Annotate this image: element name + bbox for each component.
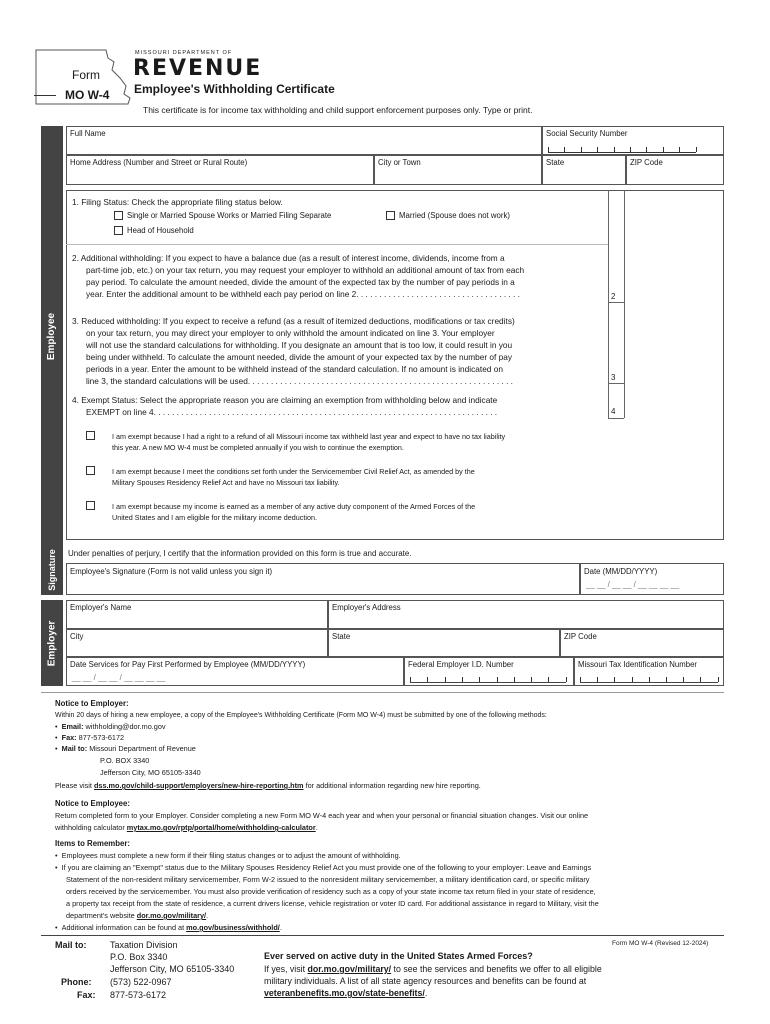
mo-tax-id-digit-tick xyxy=(614,677,615,682)
mo-tax-id-digit-tick xyxy=(597,677,598,682)
remember-bullet-1: • Employees must complete a new form if their filing status changes or to adjust the amount of withholding. xyxy=(55,851,401,860)
signature-date-mask: __ __ / __ __ / __ __ __ __ xyxy=(586,580,680,589)
line3-text-1: 3. Reduced withholding: If you expect to receive a refund (as a result of itemized deductions, modifications or tax credits) xyxy=(72,316,515,326)
employer-zip-label: ZIP Code xyxy=(564,632,597,641)
remember-bullet-2-line5: department's website dor.mo.gov/military/. xyxy=(66,911,209,920)
section-divider xyxy=(41,692,724,693)
withhold-info-link[interactable]: mo.gov/business/withhold/ xyxy=(186,923,280,932)
veteran-benefits-link[interactable]: veteranbenefits.mo.gov/state-benefits/ xyxy=(264,988,425,998)
state-label: State xyxy=(546,158,565,167)
single-label: Single or Married Spouse Works or Married Filing Separate xyxy=(127,211,332,220)
form-subtitle: This certificate is for income tax withholding and child support enforcement purposes only. Type or print. xyxy=(143,105,533,115)
footer-mail-line1: Taxation Division xyxy=(110,940,178,950)
remember-bullet-2-line4: a property tax receipt from the state of residence, a current drivers license, vehicle registration or voter ID card. For additional assistance in regard to Military, visit the xyxy=(66,899,599,908)
mo-tax-id-digit-tick xyxy=(700,677,701,682)
single-checkbox[interactable] xyxy=(114,211,123,220)
footer-divider xyxy=(41,935,724,936)
mo-tax-id-digit-tick xyxy=(632,677,633,682)
ssn-digit-tick xyxy=(597,147,598,152)
employee-tab: Employee xyxy=(41,126,63,546)
line2-text-1: 2. Additional withholding: If you expect to have a balance due (as a result of interest income, dividends, income from a xyxy=(72,253,505,263)
notice-employee-text-1: Return completed form to your Employer. Consider completing a new Form MO W-4 each year and when your personal or financial situation changes. Visit our online xyxy=(55,811,589,820)
notice-employer-heading: Notice to Employer: xyxy=(55,699,129,708)
line2-amount-field[interactable] xyxy=(608,302,624,303)
exempt-refund-checkbox[interactable] xyxy=(86,431,95,440)
footer-fax: 877-573-6172 xyxy=(110,990,167,1000)
footer-mail-line2: P.O. Box 3340 xyxy=(110,952,168,962)
ssn-baseline xyxy=(548,152,696,153)
exempt-military-text-1: I am exempt because my income is earned as a member of any active duty component of the Armed Forces of the xyxy=(112,502,476,511)
head-of-household-checkbox[interactable] xyxy=(114,226,123,235)
line2-text-3: pay period. To calculate the amount needed, divide the amount of the expected tax by the number of pay periods in a xyxy=(86,277,515,287)
fein-digit-tick xyxy=(514,677,515,682)
notice-employer-intro: Within 20 days of hiring a new employee, a copy of the Employee's Withholding Certificate (Form MO W-4) must be submitted by one of the following methods: xyxy=(55,712,547,719)
fein-digit-tick xyxy=(497,677,498,682)
military-link[interactable]: dor.mo.gov/military/ xyxy=(136,911,207,920)
date-services-label: Date Services for Pay First Performed by Employee (MM/DD/YYYY) xyxy=(70,660,306,669)
head-of-household-label: Head of Household xyxy=(127,226,194,235)
perjury-statement: Under penalties of perjury, I certify that the information provided on this form is true and accurate. xyxy=(68,549,412,558)
full-name-field[interactable] xyxy=(66,126,542,155)
fein-digit-tick xyxy=(445,677,446,682)
fein-digit-tick xyxy=(548,677,549,682)
ssn-digit-tick xyxy=(646,147,647,152)
employer-city-label: City xyxy=(70,632,84,641)
line3-text-6: line 3, the standard calculations will be used. . . . . . . . . . . . . . . . . . . . . . . . . . . . . . . . . . . . . . . . . . . . . . . . . . . . . . . . . . xyxy=(86,376,513,386)
mo-tax-id-digit-tick xyxy=(666,677,667,682)
mo-tax-id-digit-tick xyxy=(683,677,684,682)
line4-number: 4 xyxy=(611,407,616,416)
city-label: City or Town xyxy=(378,158,421,167)
remember-bullet-3: • Additional information can be found at mo.gov/business/withhold/. xyxy=(55,923,282,932)
line1-text: 1. Filing Status: Check the appropriate filing status below. xyxy=(72,197,283,207)
fein-digit-tick xyxy=(410,677,411,682)
new-hire-visit: Please visit dss.mo.gov/child-support/employers/new-hire-reporting.htm for additional information regarding new hire reporting. xyxy=(55,781,481,790)
mo-tax-id-digit-tick xyxy=(718,677,719,682)
employer-state-field[interactable] xyxy=(328,629,560,657)
line3-text-5: periods in a year. Enter the amount to be withheld instead of the standard calculation. If no amount is indicated on xyxy=(86,364,503,374)
line4-amount-field[interactable] xyxy=(608,418,624,419)
exempt-scra-checkbox[interactable] xyxy=(86,466,95,475)
line3-text-3: will not use the standard calculations for withholding. If you designate an amount that is too low, it could result in you xyxy=(86,340,513,350)
line3-amount-field[interactable] xyxy=(608,383,624,384)
footer-fax-label: Fax: xyxy=(77,990,96,1000)
remember-heading: Items to Remember: xyxy=(55,839,130,848)
withholding-calculator-link[interactable]: mytax.mo.gov/rptp/portal/home/withholding-calculator xyxy=(126,823,316,832)
ssn-digit-tick xyxy=(614,147,615,152)
footer-mail-line3: Jefferson City, MO 65105-3340 xyxy=(110,964,235,974)
full-name-label: Full Name xyxy=(70,129,106,138)
employer-name-label: Employer's Name xyxy=(70,603,132,612)
fein-digit-tick xyxy=(462,677,463,682)
footer-mail-to-label: Mail to: xyxy=(55,940,87,950)
military-heading: Ever served on active duty in the United States Armed Forces? xyxy=(264,951,533,961)
notice-employee-text-2: withholding calculator mytax.mo.gov/rptp/portal/home/withholding-calculator. xyxy=(55,823,318,832)
notice-employee-heading: Notice to Employee: xyxy=(55,799,130,808)
employer-city-field[interactable] xyxy=(66,629,328,657)
employer-tab: Employer xyxy=(41,600,63,686)
exempt-military-text-2: United States and I am eligible for the military income deduction. xyxy=(112,513,317,522)
mo-tax-id-digit-tick xyxy=(580,677,581,682)
employer-state-label: State xyxy=(332,632,351,641)
military-text-1: If yes, visit dor.mo.gov/military/ to see the services and benefits we offer to all eligible xyxy=(264,964,602,974)
form-title: Employee's Withholding Certificate xyxy=(134,82,335,96)
ssn-digit-tick xyxy=(696,147,697,152)
mo-tax-id-digit-tick xyxy=(649,677,650,682)
fein-digit-tick xyxy=(531,677,532,682)
line2-text-4: year. Enter the additional amount to be withheld each pay period on line 2. . . . . . . . . . . . . . . . . . . . . . . . . . . . . . . . . . . . xyxy=(86,289,520,299)
exempt-refund-text-2: this year. A new MO W-4 must be completed annually if you wish to continue the exemption. xyxy=(112,443,404,452)
mo-tax-id-label: Missouri Tax Identification Number xyxy=(578,660,698,669)
mo-tax-id-baseline xyxy=(580,682,718,683)
signature-tab: Signature xyxy=(41,545,63,595)
exempt-refund-text-1: I am exempt because I had a right to a refund of all Missouri income tax withheld last year and expect to have no tax liability xyxy=(112,432,506,441)
zip-label: ZIP Code xyxy=(630,158,663,167)
revenue-logo: REVENUE xyxy=(133,56,263,81)
exempt-scra-text-1: I am exempt because I meet the conditions set forth under the Servicemember Civil Relief Act, as amended by the xyxy=(112,467,475,476)
notice-mail-line2: P.O. BOX 3340 xyxy=(100,756,150,765)
ssn-label: Social Security Number xyxy=(546,129,628,138)
form-number: MO W-4 xyxy=(65,88,110,102)
ssn-digit-tick xyxy=(548,147,549,152)
ssn-digit-tick xyxy=(630,147,631,152)
ssn-digit-tick xyxy=(679,147,680,152)
line4-text-1: 4. Exempt Status: Select the appropriate reason you are claiming an exemption from withholding below and indicate xyxy=(72,395,498,405)
amount-column-right xyxy=(624,190,625,418)
military-text-2: military individuals. A list of all state agency resources and benefits can be found at xyxy=(264,976,587,986)
form-number-dash xyxy=(34,95,56,96)
notice-email: • Email: withholding@dor.mo.gov xyxy=(55,722,166,731)
fein-baseline xyxy=(410,682,566,683)
notice-mail: • Mail to: Missouri Department of Revenue xyxy=(55,744,196,753)
exempt-military-checkbox[interactable] xyxy=(86,501,95,510)
remember-bullet-2: • If you are claiming an "Exempt" status due to the Military Spouses Residency Relief Act you must provide one of the following to your employer: Leave and Earnings xyxy=(55,863,592,872)
exempt-scra-text-2: Military Spouses Residency Relief Act and have no Missouri tax liability. xyxy=(112,478,340,487)
military-benefits-link[interactable]: dor.mo.gov/military/ xyxy=(307,964,392,974)
remember-bullet-2-line3: orders received by the servicemember. You must also provide verification of residency such as a copy of your state income tax return filed in your state of residence, xyxy=(66,887,596,896)
line2-text-2: part-time job, etc.) on your tax return, you may request your employer to withhold an additional amount of tax from each xyxy=(86,265,525,275)
new-hire-link[interactable]: dss.mo.gov/child-support/employers/new-hire-reporting.htm xyxy=(93,781,304,790)
ssn-digit-tick xyxy=(581,147,582,152)
employee-signature-label: Employee's Signature (Form is not valid unless you sign it) xyxy=(70,567,273,576)
fein-digit-tick xyxy=(566,677,567,682)
notice-fax: • Fax: 877-573-6172 xyxy=(55,733,125,742)
employer-address-label: Employer's Address xyxy=(332,603,401,612)
line3-text-4: being under withheld. To calculate the amount needed, divide the amount of your expected tax by the number of pay xyxy=(86,352,513,362)
ssn-digit-tick xyxy=(564,147,565,152)
married-label: Married (Spouse does not work) xyxy=(399,211,510,220)
department-label: MISSOURI DEPARTMENT OF xyxy=(135,50,233,56)
line3-number: 3 xyxy=(611,373,616,382)
line2-number: 2 xyxy=(611,292,616,301)
remember-bullet-2-line2: Statement of the non-resident military servicemember, Form W-2 issued to the nonresident military servicemember, a military identification card, or specific military xyxy=(66,875,590,884)
form-label: Form xyxy=(72,68,100,82)
home-address-label: Home Address (Number and Street or Rural Route) xyxy=(70,158,248,167)
fein-digit-tick xyxy=(479,677,480,682)
footer-phone-label: Phone: xyxy=(61,977,92,987)
notice-mail-line3: Jefferson City, MO 65105-3340 xyxy=(100,768,201,777)
fein-digit-tick xyxy=(427,677,428,682)
line4-text-2: EXEMPT on line 4. . . . . . . . . . . . . . . . . . . . . . . . . . . . . . . . . . . . . . . . . . . . . . . . . . . . . . . . . . . . . . . . . . . . . . . . . . . xyxy=(86,407,498,417)
fein-label: Federal Employer I.D. Number xyxy=(408,660,514,669)
signature-date-label: Date (MM/DD/YYYY) xyxy=(584,567,658,576)
line3-text-2: on your tax return, you may direct your employer to only withhold the amount indicated on line 3. Your employer xyxy=(86,328,495,338)
footer-phone: (573) 522-0967 xyxy=(110,977,172,987)
line1-divider xyxy=(66,244,608,245)
military-text-3: veteranbenefits.mo.gov/state-benefits/. xyxy=(264,988,428,998)
married-checkbox[interactable] xyxy=(386,211,395,220)
ssn-digit-tick xyxy=(663,147,664,152)
form-revision: Form MO W-4 (Revised 12-2024) xyxy=(612,940,709,947)
date-services-mask: __ __ / __ __ / __ __ __ __ xyxy=(72,673,166,682)
